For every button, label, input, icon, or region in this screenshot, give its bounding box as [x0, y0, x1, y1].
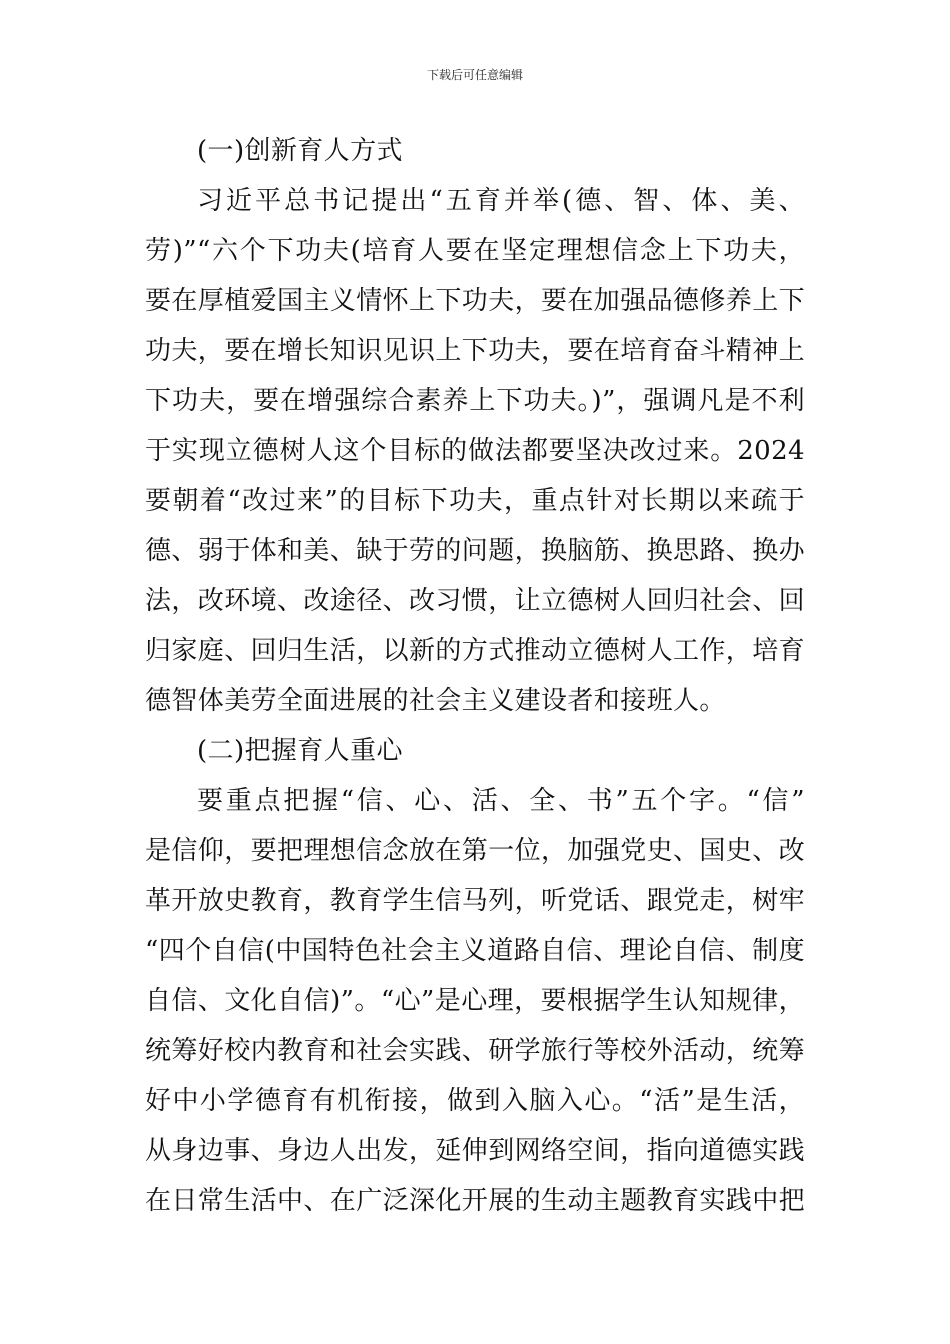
paragraph-line: 革开放史教育，教育学生信马列，听党话、跟党走，树牢	[145, 886, 805, 916]
paragraph-line: “四个自信(中国特色社会主义道路自信、理论自信、制度	[145, 936, 805, 966]
paragraph-line: 统筹好校内教育和社会实践、研学旅行等校外活动，统筹	[145, 1036, 805, 1066]
paragraph-line: 要在厚植爱国主义情怀上下功夫，要在加强品德修养上下	[145, 286, 805, 316]
paragraph-line: 习近平总书记提出“五育并举(德、智、体、美、	[197, 186, 805, 216]
paragraph-line: 自信、文化自信)”。“心”是心理，要根据学生认知规律，	[145, 986, 805, 1016]
paragraph-line: 功夫，要在增长知识见识上下功夫，要在培育奋斗精神上	[145, 336, 805, 366]
paragraph-line: 要重点把握“信、心、活、全、书”五个字。“信”	[197, 786, 805, 816]
section-heading-1: (一)创新育人方式	[197, 136, 403, 166]
paragraph-line: 德智体美劳全面进展的社会主义建设者和接班人。	[145, 686, 726, 716]
paragraph-line: 下功夫，要在增强综合素养上下功夫。)”，强调凡是不利	[145, 386, 805, 416]
paragraph-line: 德、弱于体和美、缺于劳的问题，换脑筋、换思路、换办	[145, 536, 805, 566]
paragraph-line: 在日常生活中、在广泛深化开展的生动主题教育实践中把	[145, 1186, 805, 1216]
paragraph-line: 要朝着“改过来”的目标下功夫，重点针对长期以来疏于	[145, 486, 805, 516]
paragraph-line: 是信仰，要把理想信念放在第一位，加强党史、国史、改	[145, 836, 805, 866]
paragraph-line: 从身边事、身边人出发，延伸到网络空间，指向道德实践	[145, 1136, 805, 1166]
section-heading-2: (二)把握育人重心	[197, 736, 403, 766]
document-body	[145, 126, 805, 1226]
paragraph-line: 于实现立德树人这个目标的做法都要坚决改过来。2024	[145, 436, 805, 466]
page-header-note: 下载后可任意编辑	[426, 68, 523, 82]
paragraph-line: 好中小学德育有机衔接，做到入脑入心。“活”是生活，	[145, 1086, 805, 1116]
paragraph-line: 劳)”“六个下功夫(培育人要在坚定理想信念上下功夫，	[145, 236, 805, 266]
paragraph-line: 法，改环境、改途径、改习惯，让立德树人回归社会、回	[145, 586, 805, 616]
paragraph-line: 归家庭、回归生活，以新的方式推动立德树人工作，培育	[145, 636, 805, 666]
